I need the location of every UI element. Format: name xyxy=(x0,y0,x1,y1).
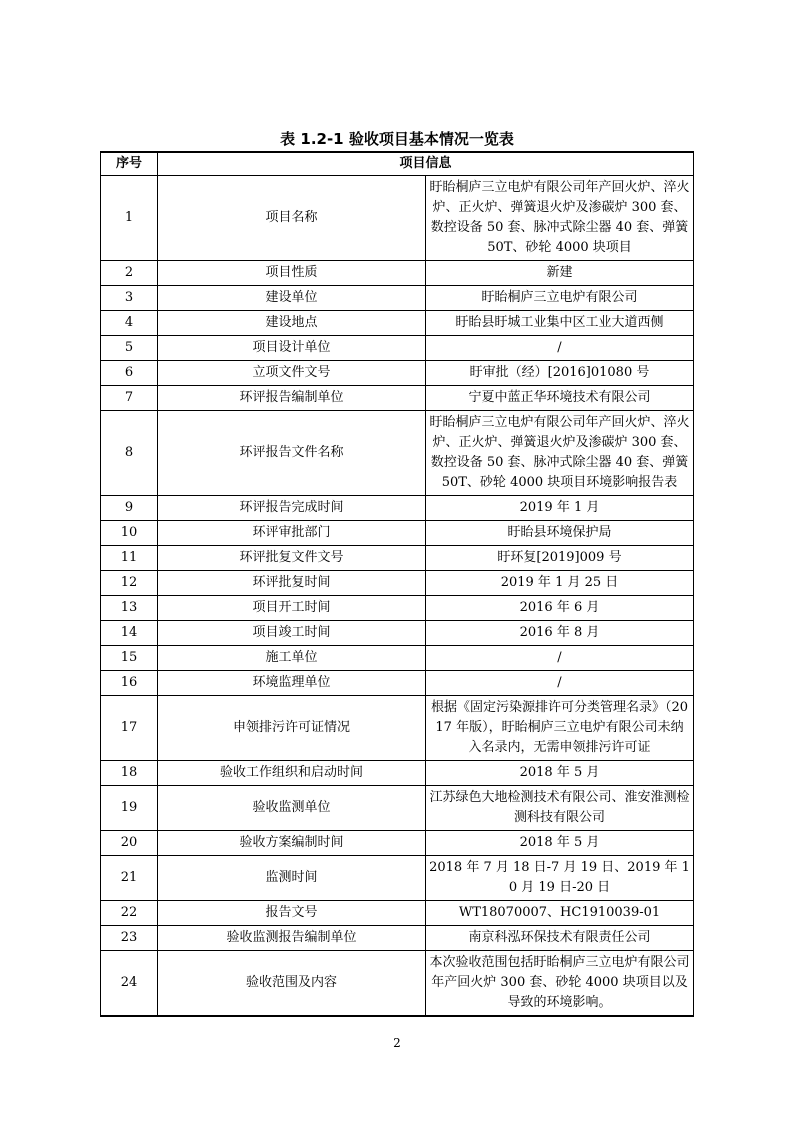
row-item-value: 根据《固定污染源排许可分类管理名录》（2017 年版），盱眙桐庐三立电炉有限公司未纳入名录内，无需申领排污许可证 xyxy=(426,696,694,761)
row-item-value: / xyxy=(426,336,694,361)
row-item-label: 验收工作组织和启动时间 xyxy=(158,761,426,786)
row-item-label: 环评报告编制单位 xyxy=(158,386,426,411)
row-item-label: 项目竣工时间 xyxy=(158,621,426,646)
header-project-info: 项目信息 xyxy=(158,152,694,176)
row-item-value: 南京科泓环保技术有限责任公司 xyxy=(426,926,694,951)
row-serial-number: 1 xyxy=(101,176,158,261)
row-serial-number: 20 xyxy=(101,831,158,856)
table-row xyxy=(101,696,694,761)
row-item-value: / xyxy=(426,646,694,671)
row-item-value: WT18070007、HC1910039-01 xyxy=(426,901,694,926)
row-serial-number: 19 xyxy=(101,786,158,831)
table-row xyxy=(101,646,694,671)
row-item-value: 2016 年 6 月 xyxy=(426,596,694,621)
table-row xyxy=(101,856,694,901)
table-row xyxy=(101,901,694,926)
row-item-label: 环评批复时间 xyxy=(158,571,426,596)
row-serial-number: 17 xyxy=(101,696,158,761)
table-header-row xyxy=(101,152,694,176)
table-row xyxy=(101,546,694,571)
table-row xyxy=(101,176,694,261)
table-row xyxy=(101,361,694,386)
row-item-label: 报告文号 xyxy=(158,901,426,926)
table-title: 表 1.2-1 验收项目基本情况一览表 xyxy=(280,130,514,148)
row-item-label: 项目设计单位 xyxy=(158,336,426,361)
row-serial-number: 12 xyxy=(101,571,158,596)
table-row xyxy=(101,386,694,411)
row-item-label: 项目开工时间 xyxy=(158,596,426,621)
row-item-label: 环评批复文件文号 xyxy=(158,546,426,571)
row-item-value: 盱眙桐庐三立电炉有限公司年产回火炉、淬火炉、正火炉、弹簧退火炉及渗碳炉 300 套、数控设备 50 套、脉冲式除尘器 40 套、弹簧 50T、砂轮 4000 块项目环境影响报告表 xyxy=(426,411,694,496)
row-item-label: 立项文件文号 xyxy=(158,361,426,386)
row-serial-number: 18 xyxy=(101,761,158,786)
table-row xyxy=(101,596,694,621)
row-item-label: 验收监测报告编制单位 xyxy=(158,926,426,951)
table-row xyxy=(101,496,694,521)
row-serial-number: 14 xyxy=(101,621,158,646)
row-serial-number: 15 xyxy=(101,646,158,671)
row-item-label: 项目名称 xyxy=(158,176,426,261)
row-serial-number: 16 xyxy=(101,671,158,696)
row-serial-number: 9 xyxy=(101,496,158,521)
row-serial-number: 8 xyxy=(101,411,158,496)
row-item-label: 环评审批部门 xyxy=(158,521,426,546)
row-item-value: 盱眙桐庐三立电炉有限公司 xyxy=(426,286,694,311)
row-serial-number: 13 xyxy=(101,596,158,621)
row-serial-number: 3 xyxy=(101,286,158,311)
row-item-label: 环评报告完成时间 xyxy=(158,496,426,521)
table-row xyxy=(101,336,694,361)
row-item-value: 江苏绿色大地检测技术有限公司、淮安淮测检测科技有限公司 xyxy=(426,786,694,831)
row-item-value: 2018 年 5 月 xyxy=(426,761,694,786)
row-item-value: 盱眙县盱城工业集中区工业大道西侧 xyxy=(426,311,694,336)
table-row xyxy=(101,571,694,596)
row-item-label: 建设单位 xyxy=(158,286,426,311)
row-item-label: 验收方案编制时间 xyxy=(158,831,426,856)
table-row xyxy=(101,951,694,1017)
table-row xyxy=(101,786,694,831)
row-item-label: 验收监测单位 xyxy=(158,786,426,831)
row-item-value: 2018 年 7 月 18 日-7 月 19 日、2019 年 10 月 19 日-20 日 xyxy=(426,856,694,901)
row-item-value: 盱环复[2019]009 号 xyxy=(426,546,694,571)
page-number: 2 xyxy=(393,1036,401,1050)
row-item-label: 建设地点 xyxy=(158,311,426,336)
table-row xyxy=(101,926,694,951)
table-body xyxy=(101,176,694,1017)
row-item-value: 2019 年 1 月 xyxy=(426,496,694,521)
row-serial-number: 21 xyxy=(101,856,158,901)
row-serial-number: 7 xyxy=(101,386,158,411)
row-item-label: 施工单位 xyxy=(158,646,426,671)
row-item-value: 宁夏中蓝正华环境技术有限公司 xyxy=(426,386,694,411)
row-item-label: 监测时间 xyxy=(158,856,426,901)
row-item-value: 盱眙桐庐三立电炉有限公司年产回火炉、淬火炉、正火炉、弹簧退火炉及渗碳炉 300 套、数控设备 50 套、脉冲式除尘器 40 套、弹簧 50T、砂轮 4000 块项目 xyxy=(426,176,694,261)
row-serial-number: 2 xyxy=(101,261,158,286)
table-row xyxy=(101,311,694,336)
row-item-value: / xyxy=(426,671,694,696)
table-row xyxy=(101,286,694,311)
row-serial-number: 11 xyxy=(101,546,158,571)
row-serial-number: 10 xyxy=(101,521,158,546)
row-item-label: 项目性质 xyxy=(158,261,426,286)
row-serial-number: 22 xyxy=(101,901,158,926)
row-serial-number: 5 xyxy=(101,336,158,361)
table-row xyxy=(101,671,694,696)
table-row xyxy=(101,261,694,286)
header-serial-number: 序号 xyxy=(101,152,158,176)
row-item-value: 2019 年 1 月 25 日 xyxy=(426,571,694,596)
row-item-label: 环评报告文件名称 xyxy=(158,411,426,496)
row-item-label: 申领排污许可证情况 xyxy=(158,696,426,761)
table-row xyxy=(101,521,694,546)
table-row xyxy=(101,831,694,856)
row-serial-number: 6 xyxy=(101,361,158,386)
table-row xyxy=(101,411,694,496)
project-info-table xyxy=(100,151,694,1017)
row-serial-number: 23 xyxy=(101,926,158,951)
row-item-label: 环境监理单位 xyxy=(158,671,426,696)
table-row xyxy=(101,761,694,786)
row-item-value: 2016 年 8 月 xyxy=(426,621,694,646)
row-serial-number: 4 xyxy=(101,311,158,336)
row-serial-number: 24 xyxy=(101,951,158,1017)
row-item-value: 新建 xyxy=(426,261,694,286)
row-item-label: 验收范围及内容 xyxy=(158,951,426,1017)
table-row xyxy=(101,621,694,646)
row-item-value: 盱眙县环境保护局 xyxy=(426,521,694,546)
row-item-value: 盱审批（经）[2016]01080 号 xyxy=(426,361,694,386)
row-item-value: 2018 年 5 月 xyxy=(426,831,694,856)
row-item-value: 本次验收范围包括盱眙桐庐三立电炉有限公司年产回火炉 300 套、砂轮 4000 块项目以及导致的环境影响。 xyxy=(426,951,694,1017)
